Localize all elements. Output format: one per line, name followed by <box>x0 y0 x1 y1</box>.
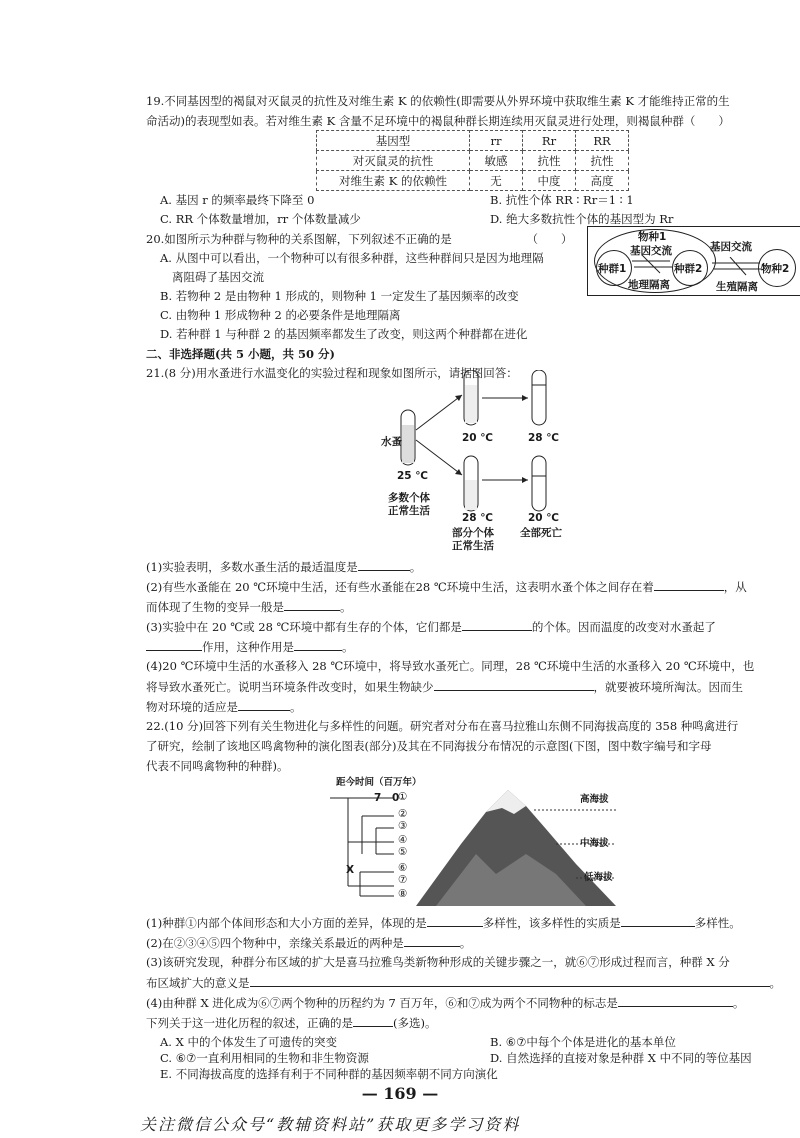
q22-stem-1: 22.(10 分)回答下列有关生物进化与多样性的问题。研究者对分布在喜马拉雅山东侧不同海拔高度的 358 种鸣禽进行 <box>146 719 739 733</box>
q21-part2: (2)有些水蚤能在 20 ℃环境中生活，还有些水蚤能在28 ℃环境中生活，这表明水蚤个体之间存在着 ，从 <box>146 576 747 598</box>
q22-option-d: D. 自然选择的直接对象是种群 X 中不同的等位基因 <box>490 1051 752 1065</box>
q21-part4: (4)20 ℃环境中生活的水蚤移入 28 ℃环境中，将导致水蚤死亡。同理，28 ℃环境中生活的水蚤移入 20 ℃环境中，也 <box>146 659 755 673</box>
q22-part3: (3)该研究发现，种群分布区域的扩大是喜马拉雅鸟类新物种形成的关键步骤之一，就⑥⑦形成过程而言，种群 X 分 <box>146 955 730 969</box>
q22-part3-cont: 布区域扩大的意义是 。 <box>146 972 781 994</box>
table-cell: 无 <box>470 171 523 191</box>
q22-part4: (4)由种群 X 进化成为⑥⑦两个物种的历程约为 7 百万年，⑥和⑦成为两个不同物种的标志是 。 <box>146 992 744 1014</box>
temp-20b-label: 20 ℃ <box>528 512 559 524</box>
population2-label: 种群2 <box>674 263 703 275</box>
table-cell: RR <box>576 131 629 151</box>
q20-option-d: D. 若种群 1 与种群 2 的基因频率都发生了改变，则这两个种群都在进化 <box>160 327 528 341</box>
q20-option-a2: 离阻碍了基因交流 <box>172 270 264 284</box>
q19-option-b: B. 抗性个体 RR ∶ Rr＝1 ∶ 1 <box>490 193 634 207</box>
most-live-label: 多数个体 <box>388 492 430 504</box>
q19-option-c: C. RR 个体数量增加，rr 个体数量减少 <box>160 212 361 226</box>
species1-label: 物种1 <box>638 231 667 243</box>
q22-option-e: E. 不同海拔高度的选择有利于不同种群的基因频率朝不同方向演化 <box>160 1067 498 1081</box>
species-number: ③ <box>398 820 408 832</box>
gene-flow2-label: 基因交流 <box>710 241 752 253</box>
table-cell: 对维生素 K 的依赖性 <box>317 171 470 191</box>
q20-option-a1: A. 从图中可以看出，一个物种可以有很多种群，这些种群间只是因为地理隔 <box>160 251 544 265</box>
q21-part3: (3)实验中在 20 ℃或 28 ℃环境中都有生存的个体，它们都是 的个体。因而温度的改变对水蚤起了 <box>146 616 716 638</box>
population1-label: 种群1 <box>598 263 627 275</box>
species-number: ④ <box>398 834 408 846</box>
temp-20a-label: 20 ℃ <box>462 432 493 444</box>
gene-flow-label: 基因交流 <box>630 245 672 257</box>
q21-part2-cont: 而体现了生物的变异一般是 。 <box>146 596 352 618</box>
temp-25-label: 25 ℃ <box>397 470 428 482</box>
species-number: ⑤ <box>398 846 408 858</box>
temp-28b-label: 28 ℃ <box>462 512 493 524</box>
daphnia-label: 水蚤 <box>381 436 402 448</box>
repro-isolation-label: 生殖隔离 <box>716 281 758 293</box>
table-cell: Rr <box>523 131 576 151</box>
table-cell: rr <box>470 131 523 151</box>
table-cell: 对灭鼠灵的抗性 <box>317 151 470 171</box>
footer-text: 关注微信公众号“教辅资料站”获取更多学习资料 <box>140 1115 521 1134</box>
q19-option-d: D. 绝大多数抗性个体的基因型为 Rr <box>490 212 674 226</box>
species-number: ① <box>398 791 408 803</box>
q19-option-a: A. 基因 r 的频率最终下降至 0 <box>160 193 315 207</box>
some-live-label-2: 正常生活 <box>452 540 494 552</box>
table-row <box>317 131 629 151</box>
q21-part3-cont: 作用，这种作用是 。 <box>146 636 354 658</box>
q19-stem-line2: 命活动)的表现型如表。若对维生素 K 含量不足环境中的褐鼠种群长期连续用灭鼠灵进行处理，则褐鼠种群（ ） <box>146 114 730 128</box>
temp-28a-label: 28 ℃ <box>528 432 559 444</box>
table-cell: 抗性 <box>576 151 629 171</box>
some-live-label: 部分个体 <box>452 527 494 539</box>
q22-part2: (2)在②③④⑤四个物种中，亲缘关系最近的两种是 。 <box>146 932 471 954</box>
blocked-arrow-icon <box>632 255 672 275</box>
table-cell: 中度 <box>523 171 576 191</box>
q22-stem-3: 代表不同鸣禽物种的种群)。 <box>146 759 289 773</box>
q22-part1: (1)种群①内部个体间形态和大小方面的差异，体现的是 多样性，该多样性的实质是 多样性。 <box>146 912 741 934</box>
low-altitude-label: 低海拔 <box>584 872 613 883</box>
table-row <box>317 171 629 191</box>
population-x-label: X <box>346 864 355 876</box>
bird-evolution-diagram <box>328 774 616 906</box>
species-number: ⑧ <box>398 888 408 900</box>
geo-isolation-label: 地理隔离 <box>628 279 670 291</box>
table-cell: 基因型 <box>317 131 470 151</box>
genotype-table <box>316 130 629 191</box>
species-diagram <box>587 226 800 296</box>
phylogenetic-tree <box>328 788 398 900</box>
species-number: ⑥ <box>398 862 408 874</box>
blocked-arrow-icon <box>712 257 762 277</box>
page-number: — 169 — <box>361 1084 439 1103</box>
q21-part4-end: 物对环境的适应是 。 <box>146 696 302 718</box>
species-number: ⑦ <box>398 874 408 886</box>
high-altitude-label: 高海拔 <box>580 794 609 805</box>
q22-option-a: A. X 中的个体发生了可遗传的突变 <box>160 1035 337 1049</box>
table-cell: 敏感 <box>470 151 523 171</box>
q22-option-c: C. ⑥⑦一直利用相同的生物和非生物资源 <box>160 1051 369 1065</box>
most-live-label-2: 正常生活 <box>388 505 430 517</box>
time-tick-7: 7 <box>374 792 382 804</box>
q22-option-b: B. ⑥⑦中每个个体是进化的基本单位 <box>490 1035 676 1049</box>
q21-part1: (1)实验表明，多数水蚤生活的最适温度是 。 <box>146 556 421 578</box>
species-number: ② <box>398 808 408 820</box>
q22-part4-cont: 下列关于这一进化历程的叙述，正确的是 (多选)。 <box>146 1012 436 1034</box>
table-row <box>317 151 629 171</box>
q20-stem: 20.如图所示为种群与物种的关系图解，下列叙述不正确的是 （ ） <box>146 232 573 246</box>
q21-stem: 21.(8 分)用水蚤进行水温变化的实验过程和现象如图所示，请据图回答： <box>146 366 518 380</box>
time-tick-0: 0 <box>392 792 400 804</box>
mid-altitude-label: 中海拔 <box>580 838 609 849</box>
q20-option-c: C. 由物种 1 形成物种 2 的必要条件是地理隔离 <box>160 308 401 322</box>
q21-part4-cont: 将导致水蚤死亡。说明当环境条件改变时，如果生物缺少 ，就要被环境所淘汰。因而生 <box>146 676 743 698</box>
table-cell: 高度 <box>576 171 629 191</box>
q22-stem-2: 了研究，绘制了该地区鸣禽物种的演化图表(部分)及其在不同海拔分布情况的示意图(下图，图中数字编号和字母 <box>146 739 712 753</box>
q20-option-b: B. 若物种 2 是由物种 1 形成的，则物种 1 一定发生了基因频率的改变 <box>160 289 519 303</box>
q19-stem-line1: 19.不同基因型的褐鼠对灭鼠灵的抗性及对维生素 K 的依赖性(即需要从外界环境中获取维生素 K 才能维持正常的生 <box>146 94 730 108</box>
section-heading: 二、非选择题(共 5 小题，共 50 分) <box>146 347 335 361</box>
species2-label: 物种2 <box>761 263 790 275</box>
time-axis-label: 距今时间（百万年） <box>336 777 422 788</box>
table-cell: 抗性 <box>523 151 576 171</box>
all-die-label: 全部死亡 <box>520 527 562 539</box>
